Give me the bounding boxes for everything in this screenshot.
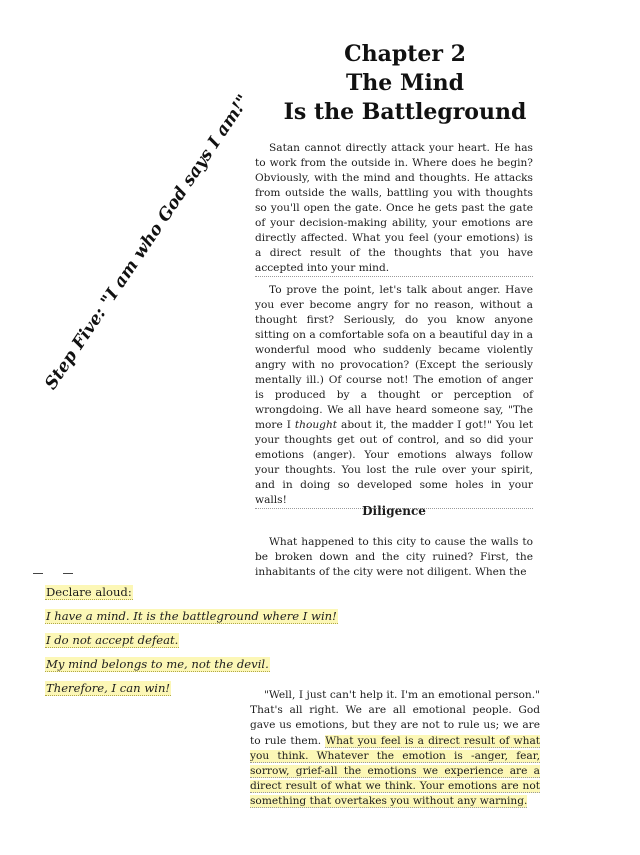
paragraph-2-before: To prove the point, let's talk about anger. Have you ever become angry for no reason, without a thought first? Seriously, do you know anyone sitting on a comfortable sofa on a beautiful day in a wonderful mood who suddenly became violently angry with no provocation? (Except the seriously mentally ill.) Of course not! The emotion of anger is produced by a thought or perception of wrongdoing. We all have heard someone say, "The more I: [255, 284, 533, 431]
paragraph-2-emphasis: thought: [294, 419, 338, 431]
chapter-title-line-1: The Mind: [345, 70, 465, 96]
declare-line-1: I have a mind. It is the battleground where I win!: [46, 609, 337, 623]
side-step-heading: Step Five: "I am who God says I am!": [41, 91, 254, 394]
chapter-number: Chapter 2: [344, 41, 466, 67]
chapter-title: [250, 40, 560, 127]
declare-line-2: I do not accept defeat.: [46, 633, 179, 647]
paragraph-1-text: Satan cannot directly attack your heart. He has to work from the outside in. Where does he begin? Obviously, with the mind and thoughts. He attacks from outside the walls, battling you with thoughts so you'll open the gate. Once he gets past the gate of your decision-making ability, your emotions are directly affected. What you feel (your emotions) is a direct result of the thoughts that you have accepted into your mind.: [255, 141, 533, 277]
paragraph-3-text: What happened to this city to cause the walls to be broken down and the city ruined? First, the inhabitants of the city were not diligent. When the: [255, 536, 533, 578]
body-paragraph-2: [255, 283, 533, 514]
body-paragraph-3: [255, 535, 533, 585]
paragraph-4-plain: "Well, I just can't help it. I'm an emotional person." That's all right. We are all emotional people. God gave us emotions, but they are not to rule us; we are to rule them.: [250, 689, 540, 747]
paragraph-2-after: about it, the madder I got!" You let your thoughts get out of control, and so did your emotions (anger). Your emotions always follow your thoughts. You lost the rule over your spirit, and in doing so developed some holes in your walls!: [255, 419, 533, 506]
declare-line-3: My mind belongs to me, not the devil.: [46, 657, 269, 671]
declare-label: Declare aloud:: [46, 585, 132, 599]
paragraph-4-highlight: What you feel is a direct result of what you think. Whatever the emotion is -anger, fear, sorrow, grief-all the emotions we experience are a direct result of what we think. Your emotions are not something that overtakes you without any warning.: [250, 734, 541, 808]
divider-mark-left: [33, 573, 43, 574]
divider-mark-right: [63, 573, 73, 574]
section-heading-diligence: Diligence: [362, 504, 426, 518]
chapter-title-line-2: Is the Battleground: [283, 99, 527, 125]
body-paragraph-4: [250, 688, 540, 810]
body-paragraph-1: [255, 141, 533, 282]
declare-line-4: Therefore, I can win!: [46, 681, 171, 695]
